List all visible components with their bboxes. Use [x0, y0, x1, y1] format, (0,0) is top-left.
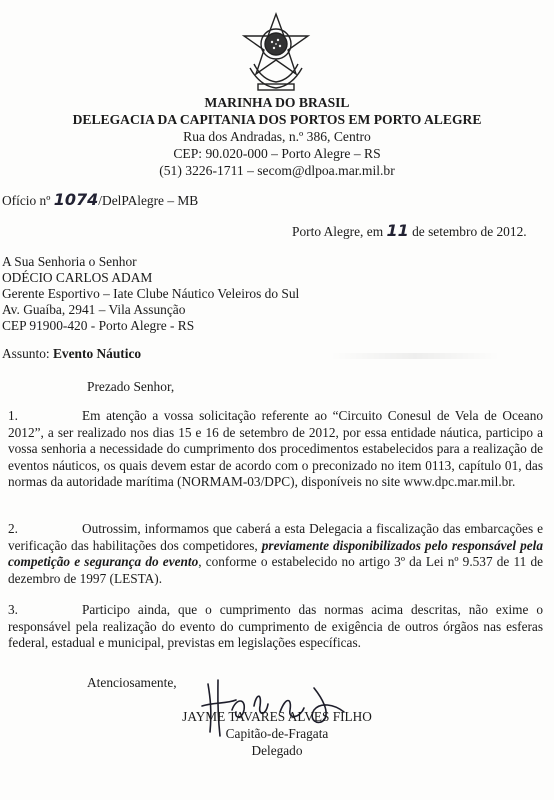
paragraph-3-text: Participo ainda, que o cumprimento das normas acima descritas, não exime o responsável pela realização do evento do cumprimento de exigência de outros órgãos nas esferas federal, estadual e municipal, previstas em legislações específicas.: [8, 602, 543, 651]
oficio-reference: [2, 190, 198, 209]
office-address: Rua dos Andradas, n.º 386, Centro: [183, 129, 371, 144]
coat-of-arms-emblem: [236, 10, 316, 94]
paragraph-2-text: Outrossim, informamos que caberá a esta Delegacia a fiscalização das embarcações e verificação das habilitações dos competidores,: [8, 521, 543, 553]
signatory-name: JAYME TAVARES ALVES FILHO: [182, 709, 372, 724]
paragraph-1-number: 1.: [8, 408, 18, 423]
paragraph-3: [8, 602, 543, 652]
greeting: Prezado Senhor,: [87, 379, 175, 394]
letter-date: [292, 221, 527, 240]
recipient-role: Gerente Esportivo – Iate Clube Náutico Veleiros do Sul: [2, 286, 300, 301]
paragraph-1-text: Em atenção a vossa solicitação referente ao “Circuito Conesul de Vela de Oceano 2012”, a ser realizado nos dias 15 e 16 de setembro de 2012, por essa entidade náutica, participo a vossa senhoria a necessidade do cumprimento dos procedimentos estabelecidos para a realização de eventos náuticos, os quais devem estar de acordo com o preconizado no item 0113, capítulo 01, das normas da autoridade marítima (NORMAM-03/DPC), disponíveis no site www.dpc.mar.mil.br.: [8, 408, 543, 490]
paragraph-3-number: 3.: [8, 602, 18, 617]
subject-line: [2, 346, 141, 362]
subject-label: Assunto:: [2, 346, 53, 361]
date-suffix: de setembro de 2012.: [408, 224, 527, 239]
paragraph-2-emphasis: previamente disponibilizados pelo responsável pela competição e segurança do evento: [8, 537, 543, 570]
paragraph-1: [8, 408, 543, 491]
office-contact: (51) 3226-1711 – secom@dlpoa.mar.mil.br: [159, 163, 395, 178]
date-day-handwritten: 11: [386, 221, 409, 240]
signatory-title: Delegado: [251, 743, 303, 758]
oficio-prefix: Ofício nº: [2, 193, 54, 208]
recipient-salutation: A Sua Senhoria o Senhor: [2, 254, 137, 269]
subject-value: Evento Náutico: [52, 346, 142, 361]
recipient-street: Av. Guaíba, 2941 – Vila Assunção: [2, 302, 186, 317]
recipient-cep: CEP 91900-420 - Porto Alegre - RS: [2, 318, 195, 333]
closing: Atenciosamente,: [87, 675, 177, 690]
office-cep: CEP: 90.020-000 – Porto Alegre – RS: [173, 146, 381, 161]
paragraph-2-text-end: , conforme o estabelecido no artigo 3º da Lei nº 9.537 de 11 de dezembro de 1997 (LESTA).: [8, 554, 543, 586]
office-name: DELEGACIA DA CAPITANIA DOS PORTOS EM PORTO ALEGRE: [72, 112, 482, 127]
paragraph-2: [8, 521, 543, 587]
date-prefix: Porto Alegre, em: [292, 224, 387, 239]
oficio-number-handwritten: 1074: [53, 190, 99, 209]
oficio-suffix: /DelPAlegre – MB: [98, 193, 199, 208]
scan-smudge: [330, 353, 500, 359]
recipient-name: ODÉCIO CARLOS ADAM: [2, 270, 153, 285]
org-name: MARINHA DO BRASIL: [204, 95, 350, 110]
signatory-rank: Capitão-de-Fragata: [225, 726, 329, 741]
paragraph-2-number: 2.: [8, 521, 18, 536]
